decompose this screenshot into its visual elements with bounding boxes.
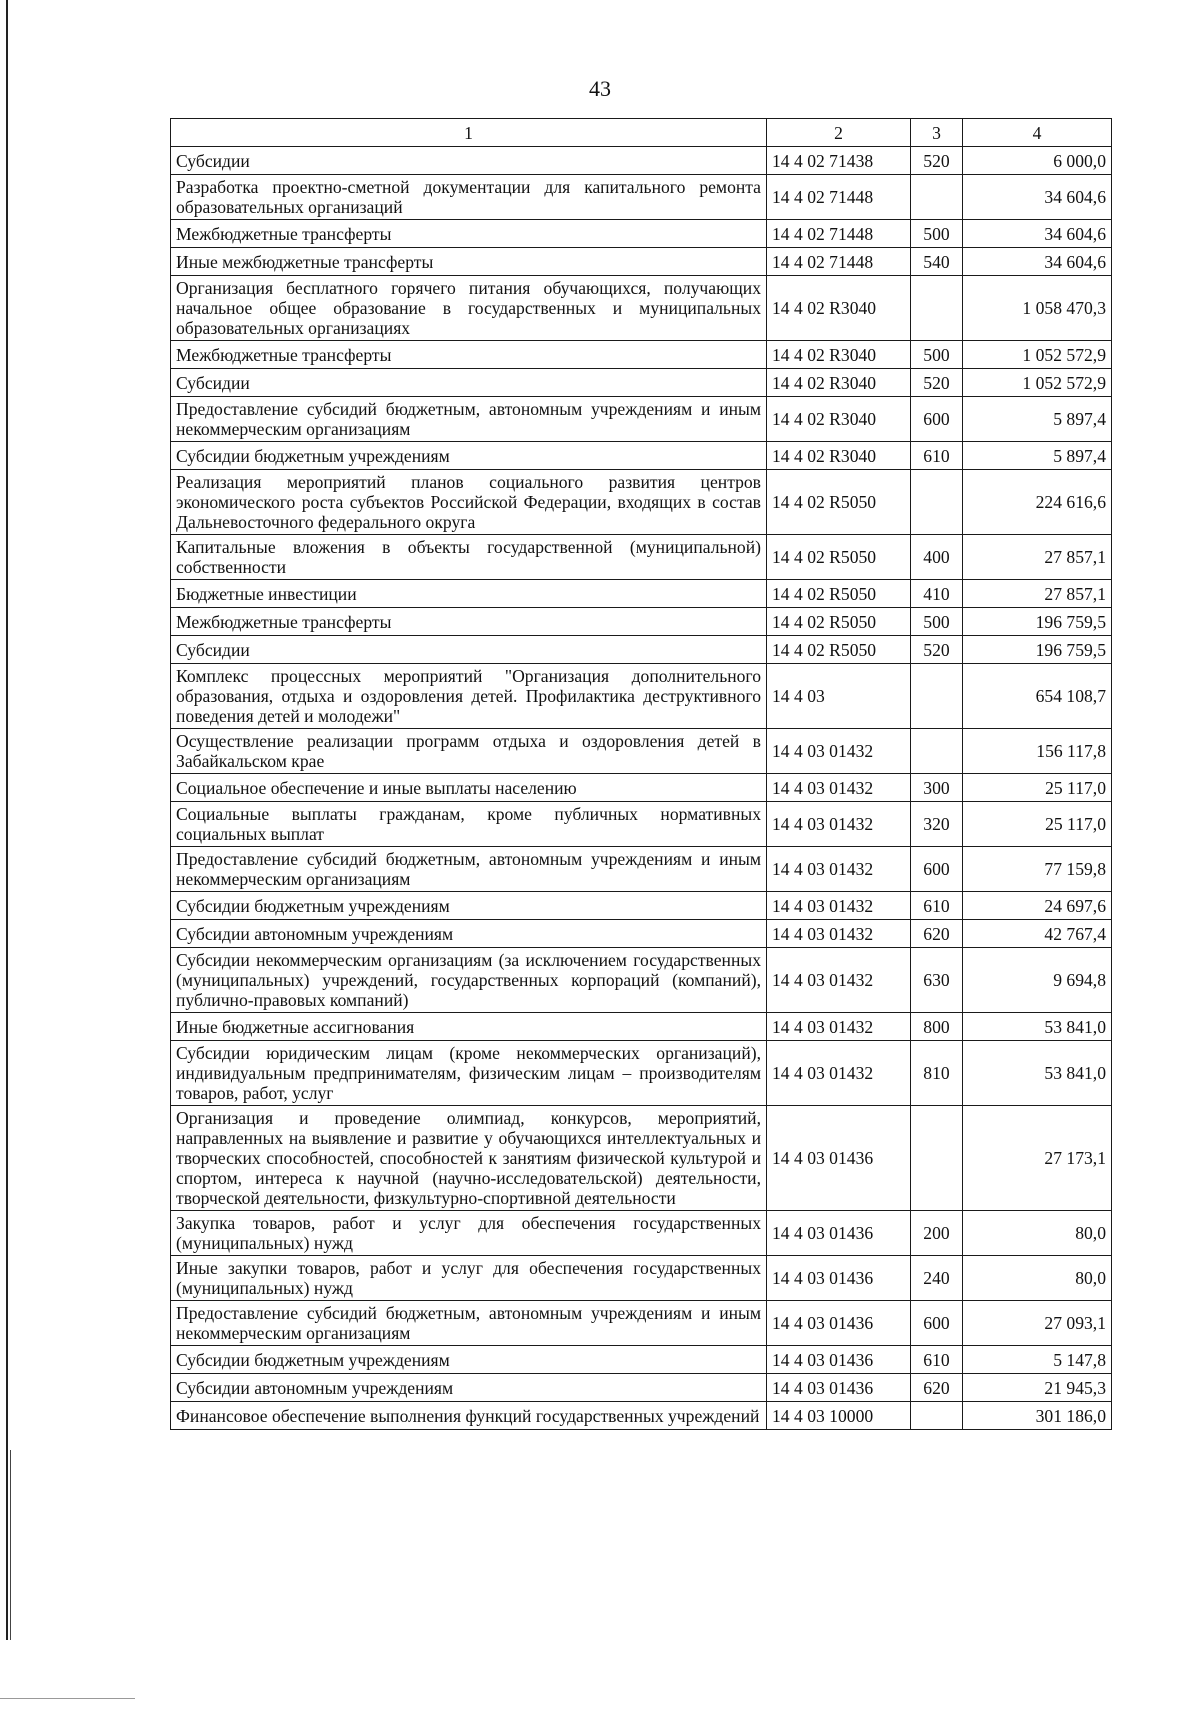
row-expense-type: 610 (911, 1346, 963, 1374)
row-name: Финансовое обеспечение выполнения функций государственных учреждений (171, 1402, 767, 1430)
row-amount: 42 767,4 (963, 920, 1112, 948)
row-code: 14 4 03 01436 (767, 1346, 911, 1374)
row-name: Субсидии (171, 369, 767, 397)
table-row (171, 1346, 1112, 1374)
row-code: 14 4 02 R3040 (767, 276, 911, 341)
row-expense-type: 600 (911, 847, 963, 892)
row-expense-type: 240 (911, 1256, 963, 1301)
table-header-row (171, 119, 1112, 147)
row-amount: 21 945,3 (963, 1374, 1112, 1402)
row-code: 14 4 02 R3040 (767, 397, 911, 442)
row-name: Бюджетные инвестиции (171, 580, 767, 608)
row-amount: 53 841,0 (963, 1041, 1112, 1106)
row-name: Субсидии бюджетным учреждениям (171, 1346, 767, 1374)
row-name: Закупка товаров, работ и услуг для обеспечения государственных (муниципальных) нужд (171, 1211, 767, 1256)
row-amount: 5 147,8 (963, 1346, 1112, 1374)
row-expense-type: 610 (911, 442, 963, 470)
table-row (171, 580, 1112, 608)
row-code: 14 4 02 R5050 (767, 580, 911, 608)
row-code: 14 4 03 01436 (767, 1256, 911, 1301)
row-code: 14 4 03 01436 (767, 1106, 911, 1211)
table-row (171, 1041, 1112, 1106)
row-amount: 53 841,0 (963, 1013, 1112, 1041)
row-amount: 196 759,5 (963, 636, 1112, 664)
row-name: Социальное обеспечение и иные выплаты населению (171, 774, 767, 802)
table-row (171, 608, 1112, 636)
row-amount: 27 857,1 (963, 535, 1112, 580)
table-row (171, 248, 1112, 276)
budget-table (170, 118, 1112, 1430)
row-name: Субсидии некоммерческим организациям (за исключением государственных (муниципальных) учреждений, государственных корпораций (компаний), публично-правовых компаний) (171, 948, 767, 1013)
row-amount: 1 058 470,3 (963, 276, 1112, 341)
row-name: Иные межбюджетные трансферты (171, 248, 767, 276)
row-amount: 301 186,0 (963, 1402, 1112, 1430)
row-code: 14 4 02 R5050 (767, 535, 911, 580)
row-expense-type: 540 (911, 248, 963, 276)
table-row (171, 220, 1112, 248)
page-number: 43 (589, 76, 611, 101)
table-body (171, 147, 1112, 1430)
row-amount: 1 052 572,9 (963, 341, 1112, 369)
row-expense-type (911, 1106, 963, 1211)
row-expense-type: 800 (911, 1013, 963, 1041)
table-row (171, 774, 1112, 802)
row-expense-type: 620 (911, 1374, 963, 1402)
row-code: 14 4 03 01436 (767, 1374, 911, 1402)
table-row (171, 920, 1112, 948)
row-expense-type: 630 (911, 948, 963, 1013)
scan-edge-line-secondary (10, 1450, 11, 1640)
row-expense-type: 320 (911, 802, 963, 847)
row-code: 14 4 03 01432 (767, 920, 911, 948)
row-amount: 25 117,0 (963, 774, 1112, 802)
row-name: Субсидии автономным учреждениям (171, 920, 767, 948)
row-code: 14 4 02 R5050 (767, 636, 911, 664)
row-amount: 1 052 572,9 (963, 369, 1112, 397)
table-row (171, 276, 1112, 341)
table-row (171, 802, 1112, 847)
row-amount: 9 694,8 (963, 948, 1112, 1013)
row-name: Предоставление субсидий бюджетным, автономным учреждениям и иным некоммерческим организациям (171, 397, 767, 442)
row-name: Иные закупки товаров, работ и услуг для обеспечения государственных (муниципальных) нужд (171, 1256, 767, 1301)
row-amount: 25 117,0 (963, 802, 1112, 847)
table-row (171, 1211, 1112, 1256)
row-name: Субсидии (171, 636, 767, 664)
row-code: 14 4 02 R5050 (767, 470, 911, 535)
row-expense-type (911, 664, 963, 729)
row-code: 14 4 02 71448 (767, 175, 911, 220)
row-name: Реализация мероприятий планов социального развития центров экономического роста субъектов Российской Федерации, входящих в состав Дальневосточного федерального округа (171, 470, 767, 535)
row-amount: 27 093,1 (963, 1301, 1112, 1346)
row-expense-type: 600 (911, 1301, 963, 1346)
row-amount: 34 604,6 (963, 175, 1112, 220)
table-row (171, 1013, 1112, 1041)
row-name: Субсидии юридическим лицам (кроме некоммерческих организаций), индивидуальным предпринимателям, физическим лицам – производителям товаров, работ, услуг (171, 1041, 767, 1106)
row-amount: 77 159,8 (963, 847, 1112, 892)
table-row (171, 397, 1112, 442)
row-name: Осуществление реализации программ отдыха и оздоровления детей в Забайкальском крае (171, 729, 767, 774)
row-amount: 196 759,5 (963, 608, 1112, 636)
row-expense-type: 520 (911, 636, 963, 664)
row-expense-type (911, 175, 963, 220)
header-col-3: 3 (911, 119, 963, 147)
row-name: Межбюджетные трансферты (171, 608, 767, 636)
row-amount: 27 857,1 (963, 580, 1112, 608)
row-amount: 80,0 (963, 1256, 1112, 1301)
scan-bottom-mark (0, 1698, 135, 1699)
table-row (171, 892, 1112, 920)
row-code: 14 4 03 01432 (767, 1013, 911, 1041)
row-expense-type (911, 729, 963, 774)
row-code: 14 4 03 (767, 664, 911, 729)
row-amount: 24 697,6 (963, 892, 1112, 920)
row-amount: 654 108,7 (963, 664, 1112, 729)
row-name: Капитальные вложения в объекты государственной (муниципальной) собственности (171, 535, 767, 580)
row-expense-type: 520 (911, 369, 963, 397)
row-code: 14 4 03 01432 (767, 948, 911, 1013)
table-row (171, 847, 1112, 892)
row-name: Социальные выплаты гражданам, кроме публичных нормативных социальных выплат (171, 802, 767, 847)
table-row (171, 369, 1112, 397)
table-row (171, 729, 1112, 774)
row-code: 14 4 03 01432 (767, 1041, 911, 1106)
header-col-1: 1 (171, 119, 767, 147)
row-code: 14 4 02 R3040 (767, 341, 911, 369)
row-name: Субсидии (171, 147, 767, 175)
row-code: 14 4 02 R3040 (767, 442, 911, 470)
row-code: 14 4 03 01436 (767, 1211, 911, 1256)
table-row (171, 1256, 1112, 1301)
row-expense-type: 610 (911, 892, 963, 920)
table-row (171, 175, 1112, 220)
row-code: 14 4 02 R5050 (767, 608, 911, 636)
row-amount: 34 604,6 (963, 248, 1112, 276)
row-expense-type: 500 (911, 608, 963, 636)
row-name: Межбюджетные трансферты (171, 341, 767, 369)
table-row (171, 1301, 1112, 1346)
row-code: 14 4 03 01432 (767, 774, 911, 802)
row-code: 14 4 03 01432 (767, 802, 911, 847)
table-row (171, 636, 1112, 664)
row-expense-type: 410 (911, 580, 963, 608)
header-col-4: 4 (963, 119, 1112, 147)
row-code: 14 4 03 01432 (767, 729, 911, 774)
row-amount: 5 897,4 (963, 442, 1112, 470)
row-code: 14 4 03 10000 (767, 1402, 911, 1430)
row-expense-type: 400 (911, 535, 963, 580)
row-name: Субсидии бюджетным учреждениям (171, 892, 767, 920)
table-row (171, 664, 1112, 729)
row-expense-type: 500 (911, 220, 963, 248)
row-code: 14 4 03 01432 (767, 847, 911, 892)
row-name: Межбюджетные трансферты (171, 220, 767, 248)
table-row (171, 1402, 1112, 1430)
row-expense-type: 600 (911, 397, 963, 442)
table-row (171, 1374, 1112, 1402)
row-amount: 156 117,8 (963, 729, 1112, 774)
row-code: 14 4 02 71448 (767, 248, 911, 276)
table-row (171, 948, 1112, 1013)
row-expense-type: 520 (911, 147, 963, 175)
row-expense-type (911, 470, 963, 535)
row-name: Комплекс процессных мероприятий "Организация дополнительного образования, отдыха и оздоровления детей. Профилактика деструктивного поведения детей и молодежи" (171, 664, 767, 729)
row-name: Организация бесплатного горячего питания обучающихся, получающих начальное общее образование в государственных и муниципальных образовательных организациях (171, 276, 767, 341)
table-row (171, 442, 1112, 470)
row-name: Организация и проведение олимпиад, конкурсов, мероприятий, направленных на выявление и развитие у обучающихся интеллектуальных и творческих способностей, способностей к занятиям физической культурой и спортом, интереса к научной (научно-исследовательской) деятельности, творческой деятельности, физкультурно-спортивной деятельности (171, 1106, 767, 1211)
row-expense-type: 300 (911, 774, 963, 802)
row-expense-type: 200 (911, 1211, 963, 1256)
row-code: 14 4 03 01432 (767, 892, 911, 920)
row-name: Разработка проектно-сметной документации для капитального ремонта образовательных организаций (171, 175, 767, 220)
row-amount: 224 616,6 (963, 470, 1112, 535)
scan-edge-line (6, 0, 8, 1640)
table-row (171, 341, 1112, 369)
row-code: 14 4 02 R3040 (767, 369, 911, 397)
row-name: Иные бюджетные ассигнования (171, 1013, 767, 1041)
row-amount: 27 173,1 (963, 1106, 1112, 1211)
row-amount: 5 897,4 (963, 397, 1112, 442)
row-expense-type: 500 (911, 341, 963, 369)
row-name: Субсидии автономным учреждениям (171, 1374, 767, 1402)
row-expense-type (911, 1402, 963, 1430)
row-amount: 34 604,6 (963, 220, 1112, 248)
table-row (171, 470, 1112, 535)
table-row (171, 147, 1112, 175)
header-col-2: 2 (767, 119, 911, 147)
row-expense-type: 810 (911, 1041, 963, 1106)
row-code: 14 4 02 71438 (767, 147, 911, 175)
row-name: Субсидии бюджетным учреждениям (171, 442, 767, 470)
row-amount: 80,0 (963, 1211, 1112, 1256)
row-name: Предоставление субсидий бюджетным, автономным учреждениям и иным некоммерческим организациям (171, 847, 767, 892)
row-expense-type (911, 276, 963, 341)
table-row (171, 535, 1112, 580)
table-row (171, 1106, 1112, 1211)
row-code: 14 4 02 71448 (767, 220, 911, 248)
row-code: 14 4 03 01436 (767, 1301, 911, 1346)
row-amount: 6 000,0 (963, 147, 1112, 175)
row-expense-type: 620 (911, 920, 963, 948)
row-name: Предоставление субсидий бюджетным, автономным учреждениям и иным некоммерческим организациям (171, 1301, 767, 1346)
